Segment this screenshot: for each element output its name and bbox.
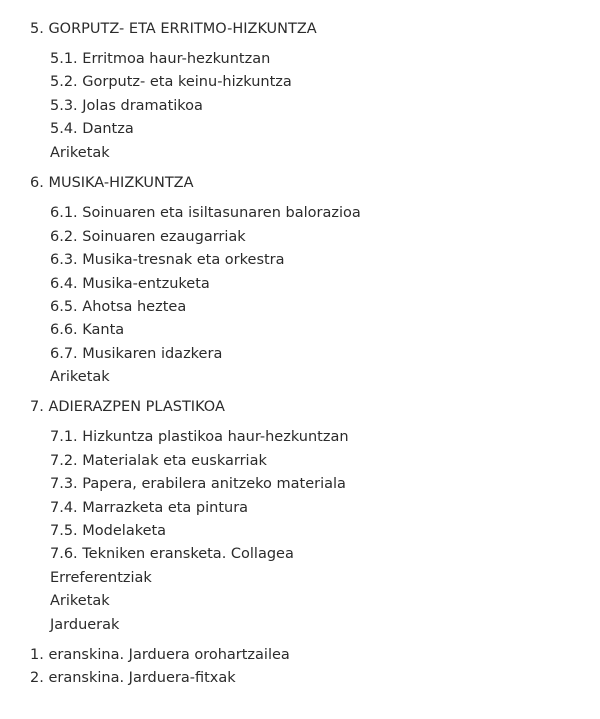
toc-item[interactable]: 5.2. Gorputz- eta keinu-hizkuntza xyxy=(50,74,292,90)
toc-item[interactable]: Ariketak xyxy=(50,145,110,161)
toc-item[interactable]: 7.4. Marrazketa eta pintura xyxy=(50,500,249,516)
toc-item[interactable]: 5.3. Jolas dramatikoa xyxy=(50,98,203,114)
appendix-1[interactable]: 1. eranskina. Jarduera orohartzailea xyxy=(30,647,290,663)
toc-item[interactable]: 6.3. Musika-tresnak eta orkestra xyxy=(50,252,285,268)
toc-item[interactable]: 6.7. Musikaren idazkera xyxy=(50,346,223,362)
toc-item[interactable]: Ariketak xyxy=(50,593,110,609)
toc-item[interactable]: 6.4. Musika-entzuketa xyxy=(50,276,210,292)
appendix-2[interactable]: 2. eranskina. Jarduera-fitxak xyxy=(30,670,236,686)
toc-item[interactable]: 5.1. Erritmoa haur-hezkuntzan xyxy=(50,51,271,67)
section-title-7[interactable]: 7. ADIERAZPEN PLASTIKOA xyxy=(30,399,225,415)
toc-item[interactable]: 7.6. Tekniken eransketa. Collagea xyxy=(50,546,294,562)
toc-item[interactable]: Jarduerak xyxy=(50,617,120,633)
section-title-5[interactable]: 5. GORPUTZ- ETA ERRITMO-HIZKUNTZA xyxy=(30,21,317,37)
toc-item[interactable]: Ariketak xyxy=(50,369,110,385)
toc-item[interactable]: 6.2. Soinuaren ezaugarriak xyxy=(50,229,246,245)
toc-item[interactable]: 5.4. Dantza xyxy=(50,121,134,137)
toc-item[interactable]: 6.6. Kanta xyxy=(50,322,125,338)
toc-item[interactable]: Erreferentziak xyxy=(50,570,152,586)
section-title-6[interactable]: 6. MUSIKA-HIZKUNTZA xyxy=(30,175,194,191)
toc-item[interactable]: 7.1. Hizkuntza plastikoa haur-hezkuntzan xyxy=(50,429,349,445)
toc-item[interactable]: 6.1. Soinuaren eta isiltasunaren balorazioa xyxy=(50,205,361,221)
toc-item[interactable]: 7.3. Papera, erabilera anitzeko materiala xyxy=(50,476,346,492)
toc-item[interactable]: 6.5. Ahotsa heztea xyxy=(50,299,187,315)
toc-item[interactable]: 7.5. Modelaketa xyxy=(50,523,167,539)
toc-item[interactable]: 7.2. Materialak eta euskarriak xyxy=(50,453,267,469)
